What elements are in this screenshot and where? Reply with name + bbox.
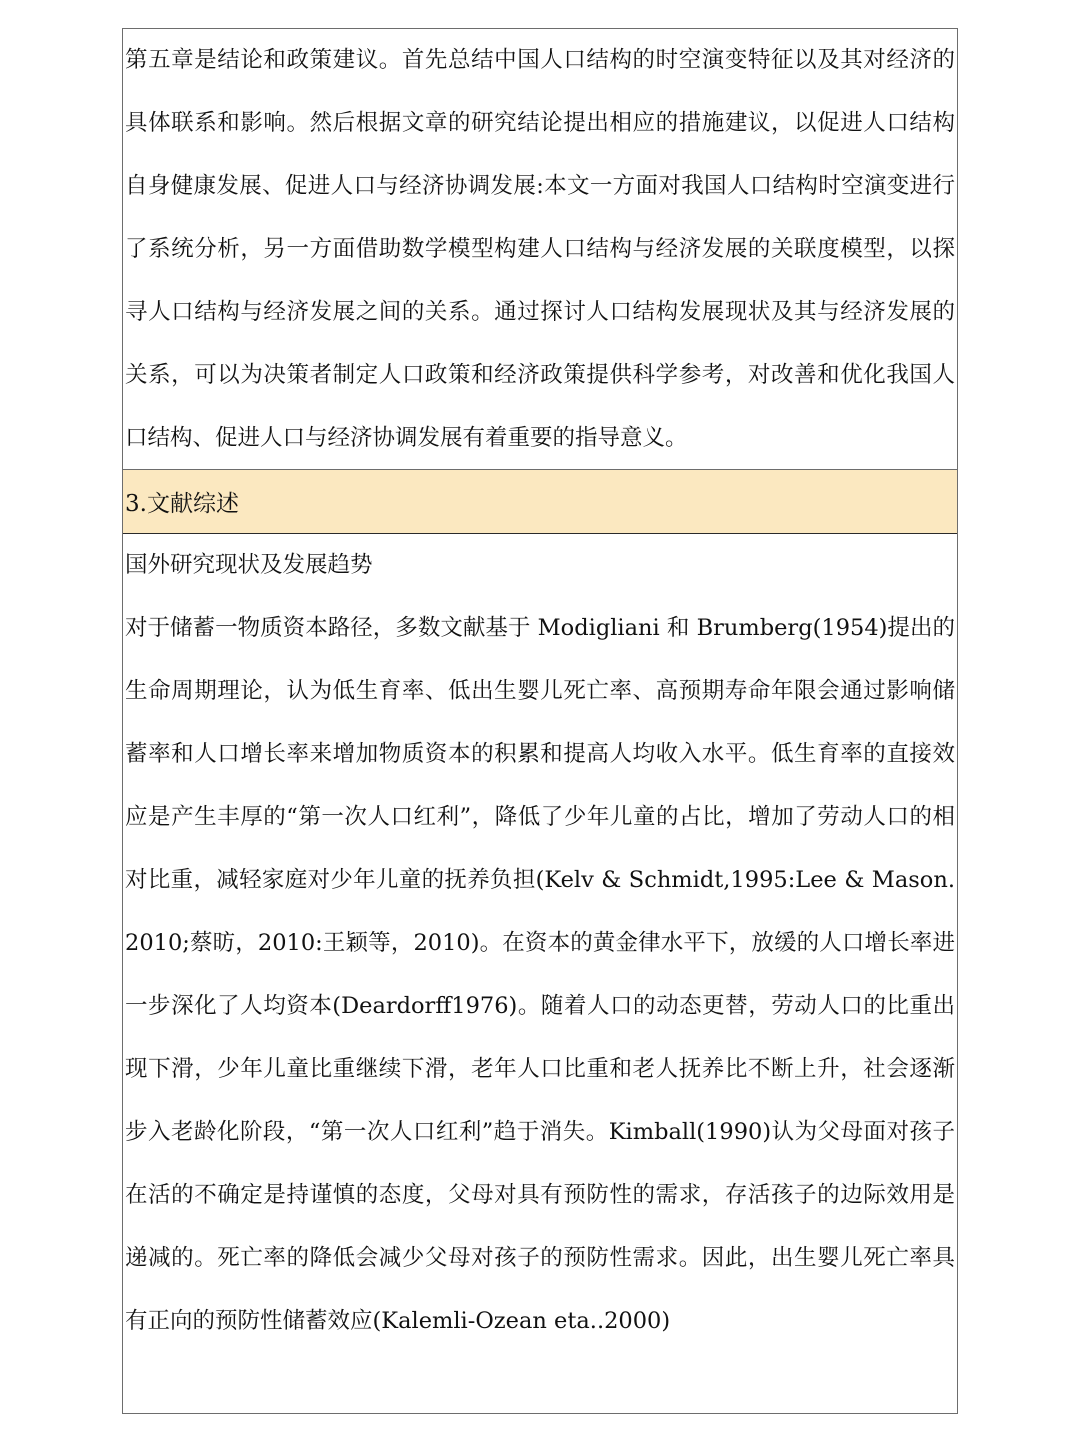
document-table xyxy=(122,28,958,1414)
conclusion-paragraph: 第五章是结论和政策建议。首先总结中国人口结构的时空演变特征以及其对经济的具体联系和影响。然后根据文章的研究结论提出相应的措施建议，以促进人口结构自身健康发展、促进人口与经济协调发展:本文一方面对我国人口结构时空演变进行了系统分析，另一方面借助数学模型构建人口结构与经济发展的关联度模型，以探寻人口结构与经济发展之间的关系。通过探讨人口结构发展现状及其与经济发展的关系，可以为决策者制定人口政策和经济政策提供科学参考，对改善和优化我国人口结构、促进人口与经济协调发展有着重要的指导意义。 xyxy=(125,47,955,451)
literature-review-header-cell xyxy=(123,470,957,534)
subheading: 国外研究现状及发展趋势 xyxy=(125,552,373,578)
section-heading: 3.文献综述 xyxy=(125,491,239,517)
literature-review-cell xyxy=(123,534,957,1414)
literature-paragraph: 对于储蓄一物质资本路径，多数文献基于 Modigliani 和 Brumberg(1954)提出的生命周期理论，认为低生育率、低出生婴儿死亡率、高预期寿命年限会通过影响储蓄率和人口增长率来增加物质资本的积累和提高人均收入水平。低生育率的直接效应是产生丰厚的“第一次人口红利”，降低了少年儿童的占比，增加了劳动人口的相对比重，减轻家庭对少年儿童的抚养负担(Kelv & Schmidt,1995:Lee & Mason.2010;蔡昉，2010:王颖等，2010)。在资本的黄金律水平下，放缓的人口增长率进一步深化了人均资本(Deardorff1976)。随着人口的动态更替，劳动人口的比重出现下滑，少年儿童比重继续下滑，老年人口比重和老人抚养比不断上升，社会逐渐步入老龄化阶段，“第一次人口红利”趋于消失。Kimball(1990)认为父母面对孩子在活的不确定是持谨慎的态度，父母对具有预防性的需求，存活孩子的边际效用是递减的。死亡率的降低会减少父母对孩子的预防性需求。因此，出生婴儿死亡率具有正向的预防性储蓄效应(Kalemli-Ozean eta..2000) xyxy=(125,615,955,1334)
conclusion-cell xyxy=(123,29,957,470)
